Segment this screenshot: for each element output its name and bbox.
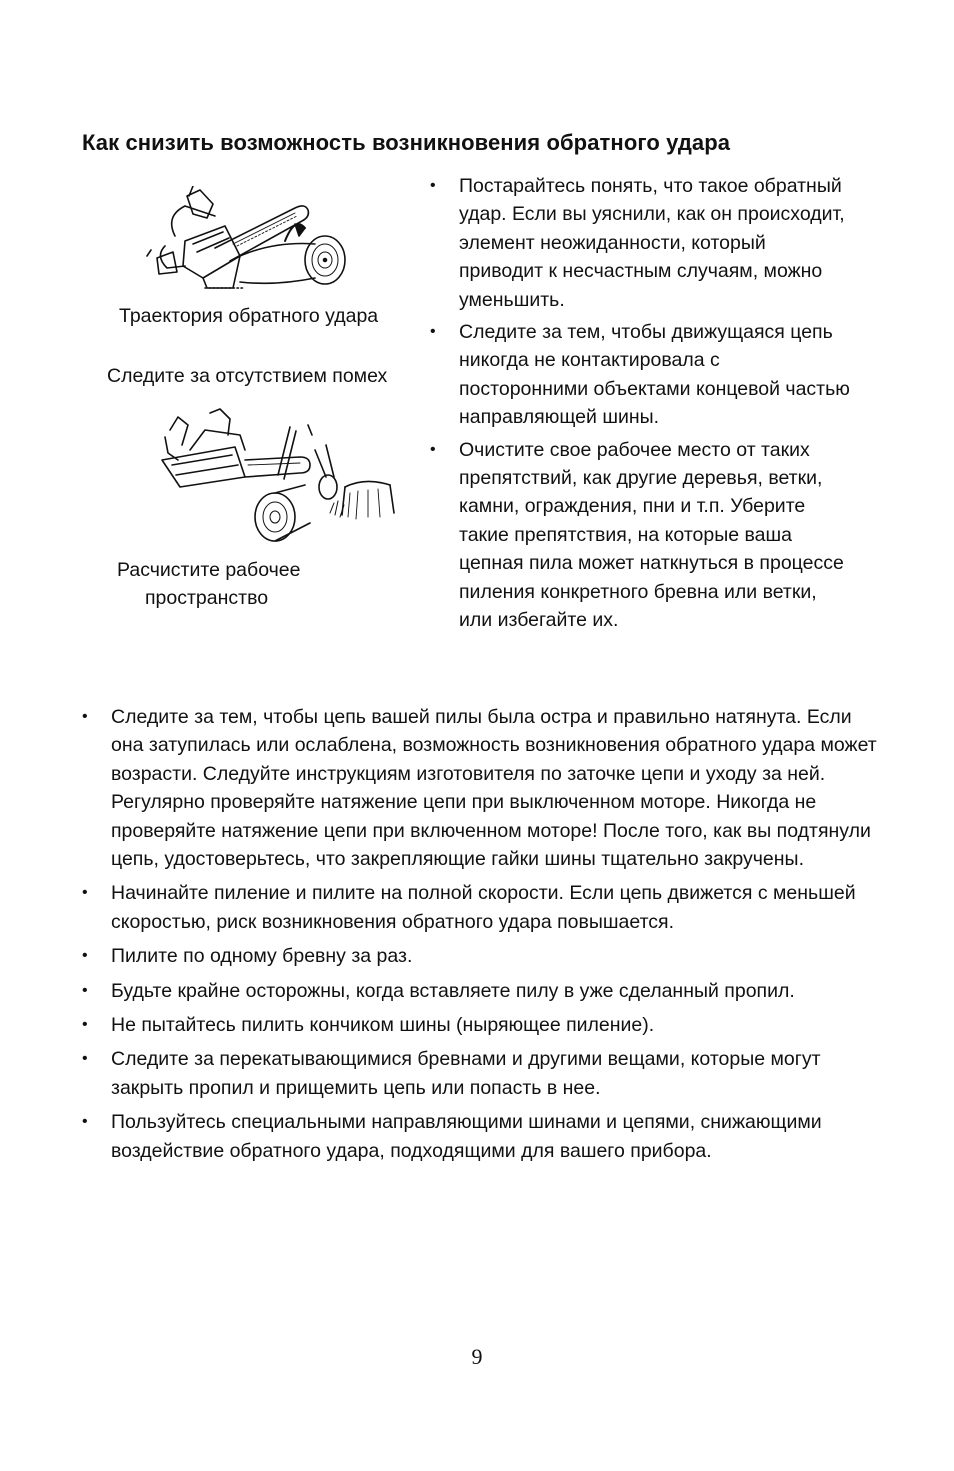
list-item: • Постарайтесь понять, что такое обратный удар. Если вы уяснили, как он происходит, элемент неожиданности, который приводит к несчастным случаям, можно уменьшить. [430,172,850,314]
page-title: Как снизить возможность возникновения обратного удара [82,130,731,155]
obstruction-caption: Следите за отсутствием помех [107,365,388,387]
page-number: 9 [471,1344,483,1369]
list-item: • Очистите свое рабочее место от таких препятствий, как другие деревья, ветки, камни, ограждения, пни и т.п. Уберите такие препятствия, на которые ваша цепная пила может наткнуться в процессе пиления конкретного бревна или ветки, или избегайте их. [430,436,850,635]
kickback-caption: Траектория обратного удара [119,305,379,327]
bottom-bullet-list [82,703,882,1171]
right-bullet-list [430,172,850,639]
list-item: • Следите за перекатывающимися бревнами и другими вещами, которые могут закрыть пропил и прищемить цепь или попасть в нее. [82,1045,882,1102]
kickback-illustration [145,186,370,296]
list-item: • Не пытайтесь пилить кончиком шины (ныряющее пиление). [82,1011,882,1039]
clear-area-caption-line2: пространство [145,587,269,609]
list-item: • Начинайте пиление и пилите на полной скорости. Если цепь движется с меньшей скоростью, риск возникновения обратного удара повышается. [82,879,882,936]
clear-area-caption-line1: Расчистите рабочее [117,559,301,581]
clear-area-illustration [150,405,400,550]
list-item: • Следите за тем, чтобы цепь вашей пилы была остра и правильно натянута. Если она затупилась или ослаблена, возможность возникновения обратного удара может возрасти. Следуйте инструкциям изготовителя по заточке цепи и уходу за ней. Регулярно проверяйте натяжение цепи при выключенном моторе. Никогда не проверяйте натяжение цепи при включенном моторе! После того, как вы подтянули цепь, удостоверьтесь, что закрепляющие гайки шины тщательно закручены. [82,703,882,873]
list-item: • Следите за тем, чтобы движущаяся цепь никогда не контактировала с посторонними объектами концевой частью направляющей шины. [430,318,850,432]
list-item: • Будьте крайне осторожны, когда вставляете пилу в уже сделанный пропил. [82,977,882,1005]
list-item: • Пилите по одному бревну за раз. [82,942,882,970]
list-item: • Пользуйтесь специальными направляющими шинами и цепями, снижающими воздействие обратного удара, подходящими для вашего прибора. [82,1108,882,1165]
